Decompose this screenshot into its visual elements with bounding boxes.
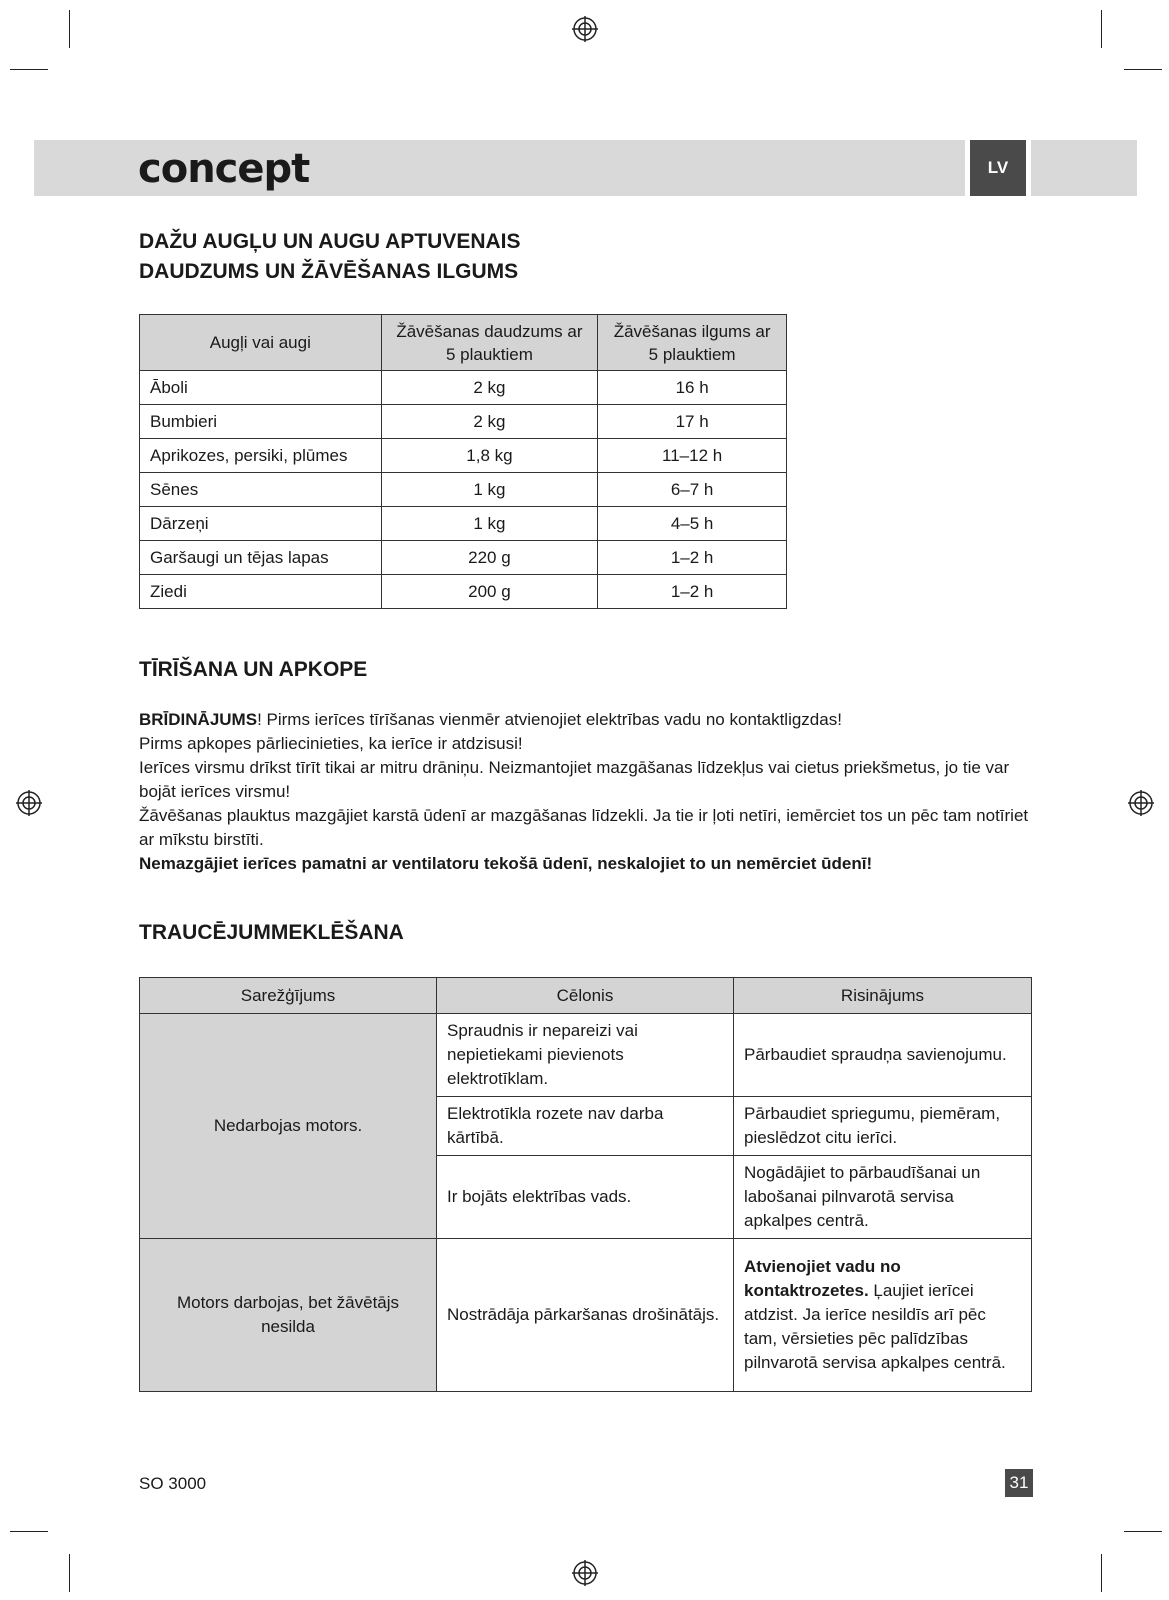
table-header-row xyxy=(140,978,1032,1014)
care-paragraph: Ierīces virsmu drīkst tīrīt tikai ar mitru drāniņu. Neizmantojiet mazgāšanas līdzekļus vai cietus priekšmetus, jo tie var bojāt ierīces virsmu! xyxy=(139,758,1010,801)
header-line: Žāvēšanas daudzums ar xyxy=(396,321,583,341)
drying-table xyxy=(139,314,787,609)
table-row xyxy=(140,371,787,405)
amount-cell: 2 kg xyxy=(381,405,598,439)
crop-mark xyxy=(1124,1531,1162,1532)
time-cell: 1–2 h xyxy=(598,541,787,575)
solution-cell xyxy=(734,1239,1032,1392)
time-cell: 16 h xyxy=(598,371,787,405)
table-row xyxy=(140,1014,1032,1097)
warning-paragraph xyxy=(139,708,1029,732)
amount-cell: 2 kg xyxy=(381,371,598,405)
amount-cell: 1 kg xyxy=(381,507,598,541)
registration-mark-icon xyxy=(572,16,598,42)
time-cell: 6–7 h xyxy=(598,473,787,507)
solution-text: Ļaujiet ierīcei atdzist. Ja ierīce nesildīs arī pēc tam, vērsieties pēc palīdzības pilnvarotā servisa apkalpes centrā. xyxy=(744,1281,1006,1372)
problem-cell: Motors darbojas, bet žāvētājs nesilda xyxy=(140,1239,437,1392)
time-cell: 4–5 h xyxy=(598,507,787,541)
column-header: Cēlonis xyxy=(437,978,734,1014)
column-header: Risinājums xyxy=(734,978,1032,1014)
warning-label: BRĪDINĀJUMS xyxy=(139,710,258,729)
drying-table-title xyxy=(139,227,521,287)
time-cell: 11–12 h xyxy=(598,439,787,473)
item-cell: Dārzeņi xyxy=(140,507,382,541)
crop-mark xyxy=(1101,10,1102,48)
crop-mark xyxy=(1101,1554,1102,1592)
care-title: TĪRĪŠANA UN APKOPE xyxy=(139,658,368,681)
care-paragraph: Pirms apkopes pārliecinieties, ka ierīce ir atdzisusi! xyxy=(139,734,523,753)
header-divider xyxy=(1026,140,1031,196)
brand-logo: concept xyxy=(138,146,310,192)
amount-cell: 1 kg xyxy=(381,473,598,507)
model-number: SO 3000 xyxy=(139,1474,207,1493)
table-row xyxy=(140,439,787,473)
care-warning-bold: Nemazgājiet ierīces pamatni ar ventilatoru tekošā ūdenī, neskalojiet to un nemērciet ūdenī! xyxy=(139,854,873,873)
title-line: DAUDZUMS UN ŽĀVĒŠANAS ILGUMS xyxy=(139,260,519,283)
time-cell: 17 h xyxy=(598,405,787,439)
crop-mark xyxy=(1124,69,1162,70)
item-cell: Ziedi xyxy=(140,575,382,609)
table-row xyxy=(140,405,787,439)
column-header: Sarežģījums xyxy=(140,978,437,1014)
item-cell: Aprikozes, persiki, plūmes xyxy=(140,439,382,473)
warning-text: ! Pirms ierīces tīrīšanas vienmēr atvienojiet elektrības vadu no kontaktligzdas! xyxy=(257,710,842,729)
problem-cell: Nedarbojas motors. xyxy=(140,1014,437,1239)
item-cell: Āboli xyxy=(140,371,382,405)
registration-mark-icon xyxy=(16,790,42,816)
amount-cell: 1,8 kg xyxy=(381,439,598,473)
registration-mark-icon xyxy=(572,1560,598,1586)
care-paragraph: Žāvēšanas plauktus mazgājiet karstā ūdenī ar mazgāšanas līdzekli. Ja tie ir ļoti netīri, iemērciet tos un pēc tam notīriet ar mīkstu birstīti. xyxy=(139,806,1029,849)
table-header-row xyxy=(140,315,787,371)
item-cell: Garšaugi un tējas lapas xyxy=(140,541,382,575)
header-line: 5 plauktiem xyxy=(445,344,533,364)
table-row xyxy=(140,575,787,609)
crop-mark xyxy=(69,10,70,48)
time-cell: 1–2 h xyxy=(598,575,787,609)
item-cell: Bumbieri xyxy=(140,405,382,439)
solution-bold: Atvienojiet vadu no kontaktrozetes. xyxy=(744,1257,901,1300)
column-header: Augļi vai augi xyxy=(140,315,382,371)
crop-mark xyxy=(10,1531,48,1532)
troubleshooting-title: TRAUCĒJUMMEKLĒŠANA xyxy=(139,921,404,944)
cause-cell: Spraudnis ir nepareizi vai nepietiekami pievienots elektrotīklam. xyxy=(437,1014,734,1097)
table-row xyxy=(140,1239,1032,1392)
header-line: 5 plauktiem xyxy=(648,344,736,364)
cause-cell: Ir bojāts elektrības vads. xyxy=(437,1156,734,1239)
solution-cell: Pārbaudiet spraudņa savienojumu. xyxy=(734,1014,1032,1097)
solution-cell: Nogādājiet to pārbaudīšanai un labošanai pilnvarotā servisa apkalpes centrā. xyxy=(734,1156,1032,1239)
column-header xyxy=(598,315,787,371)
registration-mark-icon xyxy=(1128,790,1154,816)
column-header xyxy=(381,315,598,371)
cause-cell: Elektrotīkla rozete nav darba kārtībā. xyxy=(437,1097,734,1156)
crop-mark xyxy=(10,69,48,70)
solution-cell: Pārbaudiet spriegumu, piemēram, pieslēdzot citu ierīci. xyxy=(734,1097,1032,1156)
title-line: DAŽU AUGĻU UN AUGU APTUVENAIS xyxy=(139,230,521,253)
amount-cell: 220 g xyxy=(381,541,598,575)
troubleshooting-table xyxy=(139,977,1032,1392)
care-instructions xyxy=(139,708,1029,876)
item-cell: Sēnes xyxy=(140,473,382,507)
language-tab: LV xyxy=(970,140,1026,196)
crop-mark xyxy=(69,1554,70,1592)
header-line: Žāvēšanas ilgums ar xyxy=(613,321,771,341)
page-number: 31 xyxy=(1005,1469,1033,1497)
table-row xyxy=(140,507,787,541)
table-row xyxy=(140,473,787,507)
amount-cell: 200 g xyxy=(381,575,598,609)
cause-cell: Nostrādāja pārkaršanas drošinātājs. xyxy=(437,1239,734,1392)
table-row xyxy=(140,541,787,575)
